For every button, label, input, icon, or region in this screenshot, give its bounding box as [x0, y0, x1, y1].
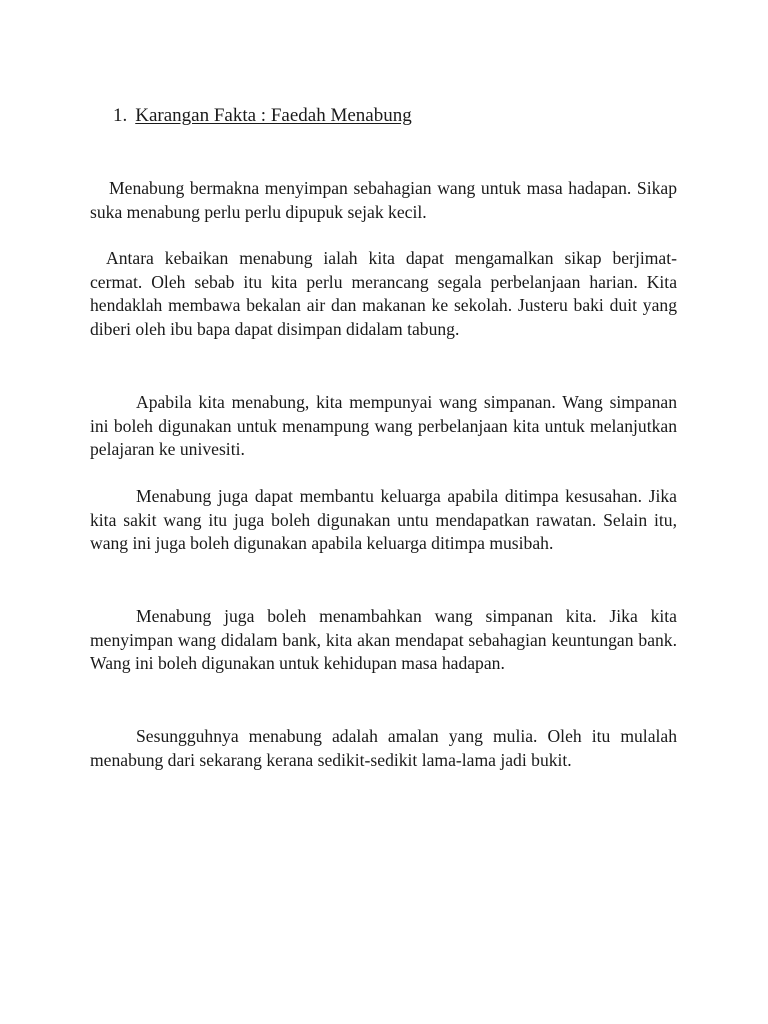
paragraph-5: Menabung juga boleh menambahkan wang simpanan kita. Jika kita menyimpan wang didalam bank, kita akan mendapat sebahagian keuntungan bank. Wang ini boleh digunakan untuk kehidupan masa hadapan. [90, 606, 677, 674]
paragraph-4: Menabung juga dapat membantu keluarga apabila ditimpa kesusahan. Jika kita sakit wang itu juga boleh digunakan untu mendapatkan rawatan. Selain itu, wang ini juga boleh digunakan apabila keluarga ditimpa musibah. [90, 486, 677, 554]
paragraph-3: Apabila kita menabung, kita mempunyai wang simpanan. Wang simpanan ini boleh digunakan untuk menampung wang perbelanjaan kita untuk melanjutkan pelajaran ke univesiti. [90, 392, 677, 460]
heading-number: 1. [113, 105, 128, 126]
heading-title: Karangan Fakta : Faedah Menabung [135, 105, 412, 126]
paragraph-6: Sesungguhnya menabung adalah amalan yang mulia. Oleh itu mulalah menabung dari sekarang kerana sedikit-sedikit lama-lama jadi bukit. [90, 726, 677, 770]
paragraph-1: Menabung bermakna menyimpan sebahagian wang untuk masa hadapan. Sikap suka menabung perlu perlu dipupuk sejak kecil. [90, 178, 677, 222]
essay-heading [113, 104, 412, 128]
paragraph-2: Antara kebaikan menabung ialah kita dapat mengamalkan sikap berjimat-cermat. Oleh sebab itu kita perlu merancang segala perbelanjaan harian. Kita hendaklah membawa bekalan air dan makanan ke sekolah. Justeru baki duit yang diberi oleh ibu bapa dapat disimpan didalam tabung. [90, 248, 677, 339]
